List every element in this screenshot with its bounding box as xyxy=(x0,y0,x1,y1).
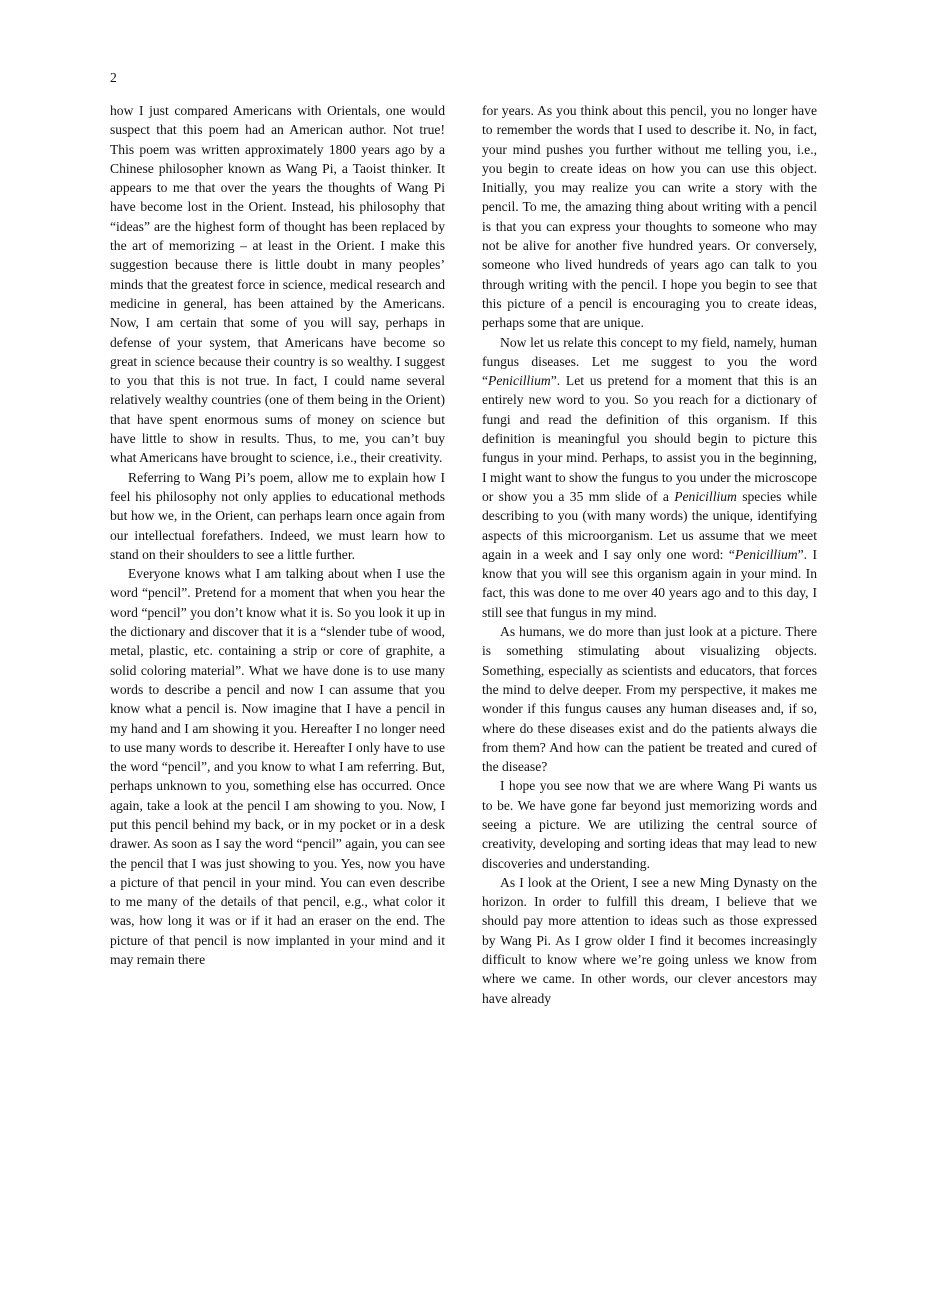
right-column xyxy=(482,101,817,1008)
page-number: 2 xyxy=(110,70,117,85)
paragraph: Referring to Wang Pi’s poem, allow me to explain how I feel his philosophy not only applies to educational methods but how we, in the Orient, can perhaps learn once again from our intellectual forefathers. Indeed, we must learn how to stand on their shoulders to see a little further. xyxy=(110,469,445,562)
paragraph: As I look at the Orient, I see a new Ming Dynasty on the horizon. In order to fulfill this dream, I believe that we should pay more attention to ideas such as those expressed by Wang Pi. As I grow older I find it becomes increasingly difficult to know where we’re going unless we know from where we came. In other words, our clever ancestors may have already xyxy=(482,874,817,1006)
paragraph: As humans, we do more than just look at a picture. There is something stimulating about visualizing objects. Something, especially as scientists and educators, that forces the mind to delve deeper. From my perspective, it makes me wonder if this fungus causes any human diseases and, if so, where do these diseases exist and do the patients always die from them? And how can the patient be treated and cured of the disease? xyxy=(482,624,817,775)
paragraph: I hope you see now that we are where Wang Pi wants us to be. We have gone far beyond just memorizing words and seeing a picture. We are utilizing the central source of creativity, developing and sorting ideas that may lead to new discoveries and understanding. xyxy=(482,778,817,871)
paragraph: Now let us relate this concept to my field, namely, human fungus diseases. Let me suggest to you the word “Penicillium”. Let us pretend for a moment that this is an entirely new word to you. So you reach for a dictionary of fungi and read the definition of this organism. If this definition is meaningful you should begin to picture this fungus in your mind. Perhaps, to assist you in the beginning, I might want to show the fungus to you under the microscope or show you a 35 mm slide of a Penicillium species while describing to you (with many words) the unique, identifying aspects of this microorganism. Let us assume that we meet again in a week and I say only one word: “Penicillium”. I know that you will see this organism again in your mind. In fact, this was done to me over 40 years ago and to this day, I still see that fungus in my mind. xyxy=(482,334,818,620)
paragraph: for years. As you think about this pencil, you no longer have to remember the words that I used to describe it. No, in fact, your mind pushes you further without me telling you, i.e., you begin to create ideas on how you can use this object. Initially, you may realize you can write a story with the pencil. To me, the amazing thing about writing with a pencil is that you can express your thoughts to someone who may not be alive for another five hundred years. Or conversely, someone who lived hundreds of years ago can talk to you through writing with the pencil. I hope you begin to see that this picture of a pencil is encouraging you to create ideas, perhaps some that are unique. xyxy=(482,103,817,331)
paragraph: how I just compared Americans with Orientals, one would suspect that this poem had an American author. Not true! This poem was written approximately 1800 years ago by a Chinese philosopher known as Wang Pi, a Taoist thinker. It appears to me that over the years the thoughts of Wang Pi have become lost in the Orient. Instead, his philosophy that “ideas” are the highest form of thought has been replaced by the art of memorizing – at least in the Orient. I make this suggestion because there is little doubt in many peoples’ minds that the greatest force in science, medical research and medicine in general, has been attained by the Americans. Now, I am certain that some of you will say, perhaps in defense of your system, that Americans have become so great in science because their country is so wealthy. I suggest to you that this is not true. In fact, I could name several relatively wealthy countries (one of them being in the Orient) that have spent enormous sums of money on science but have little to show in results. Thus, to me, you can’t buy what Americans have brought to science, i.e., their creativity. xyxy=(110,103,445,466)
paragraph: Everyone knows what I am talking about when I use the word “pencil”. Pretend for a moment that when you hear the word “pencil” you don’t know what it is. So you look it up in the dictionary and discover that it is a “slender tube of wood, metal, plastic, etc. containing a strip or core of graphite, a solid coloring material”. What we have done is to use many words to describe a pencil and now I can assume that you know what a pencil is. Now imagine that I have a pencil in my hand and I am showing it you. Hereafter I no longer need to use many words to describe it. Hereafter I only have to use the word “pencil”, and you know to what I am referring. But, perhaps unknown to you, something else has occurred. Once again, take a look at the pencil I am showing to you. Now, I put this pencil behind my back, or in my pocket or in a desk drawer. As soon as I say the word “pencil” again, you can see the pencil that I was just showing to you. Yes, now you have a picture of that pencil in your mind. You can even describe to me many of the details of that pencil, e.g., what color it was, how long it was or if it had an eraser on the end. The picture of that pencil is now implanted in your mind and it may remain there xyxy=(110,566,445,968)
two-column-text-body xyxy=(110,101,818,1008)
left-column xyxy=(110,101,445,1008)
